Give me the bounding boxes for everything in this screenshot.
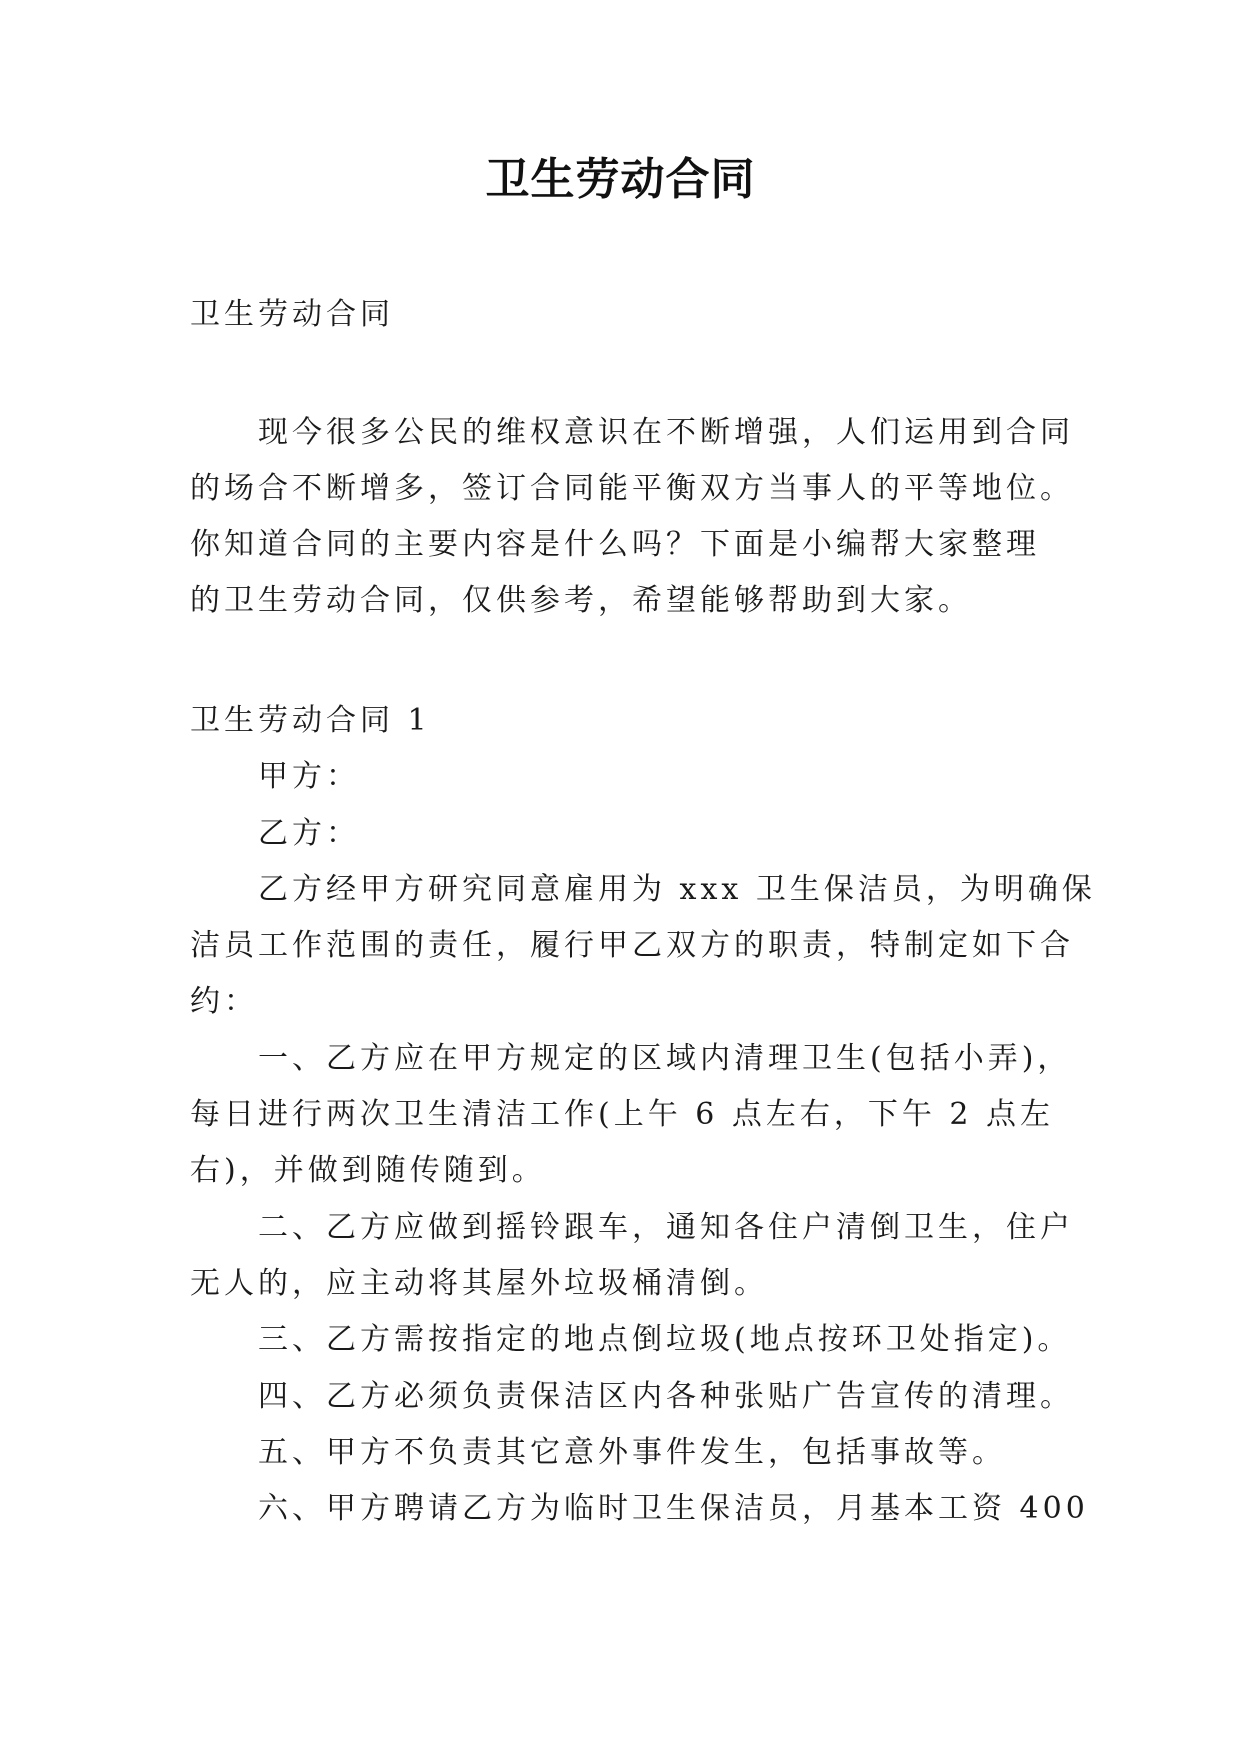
clause-5: 五、甲方不负责其它意外事件发生，包括事故等。 bbox=[258, 1435, 1006, 1470]
clause-2-line-2: 无人的，应主动将其屋外垃圾桶清倒。 bbox=[190, 1266, 768, 1301]
section-heading: 卫生劳动合同 1 bbox=[190, 703, 431, 738]
intro-line-3: 你知道合同的主要内容是什么吗？下面是小编帮大家整理 bbox=[190, 527, 1040, 562]
clause-1-line-2: 每日进行两次卫生清洁工作(上午 6 点左右，下午 2 点左 bbox=[190, 1097, 1055, 1132]
clause-1-line-1: 一、乙方应在甲方规定的区域内清理卫生(包括小弄)， bbox=[258, 1041, 1072, 1076]
clause-intro-line-2: 洁员工作范围的责任，履行甲乙双方的职责，特制定如下合 bbox=[190, 928, 1074, 963]
document-subtitle: 卫生劳动合同 bbox=[190, 297, 394, 332]
intro-line-2: 的场合不断增多，签订合同能平衡双方当事人的平等地位。 bbox=[190, 471, 1074, 506]
intro-line-1: 现今很多公民的维权意识在不断增强，人们运用到合同 bbox=[258, 415, 1074, 450]
clause-intro-line-3: 约： bbox=[190, 984, 258, 1019]
clause-6: 六、甲方聘请乙方为临时卫生保洁员，月基本工资 400 bbox=[258, 1491, 1089, 1526]
clause-1-line-3: 右)，并做到随传随到。 bbox=[190, 1153, 546, 1188]
clause-4: 四、乙方必须负责保洁区内各种张贴广告宣传的清理。 bbox=[258, 1379, 1074, 1414]
clause-3: 三、乙方需按指定的地点倒垃圾(地点按环卫处指定)。 bbox=[258, 1322, 1072, 1357]
intro-line-4: 的卫生劳动合同，仅供参考，希望能够帮助到大家。 bbox=[190, 583, 972, 618]
clause-intro-line-1: 乙方经甲方研究同意雇用为 xxx 卫生保洁员，为明确保 bbox=[258, 872, 1096, 907]
party-b-label: 乙方： bbox=[258, 816, 360, 851]
document-title: 卫生劳动合同 bbox=[485, 154, 756, 205]
party-a-label: 甲方： bbox=[258, 759, 360, 794]
clause-2-line-1: 二、乙方应做到摇铃跟车，通知各住户清倒卫生，住户 bbox=[258, 1210, 1074, 1245]
